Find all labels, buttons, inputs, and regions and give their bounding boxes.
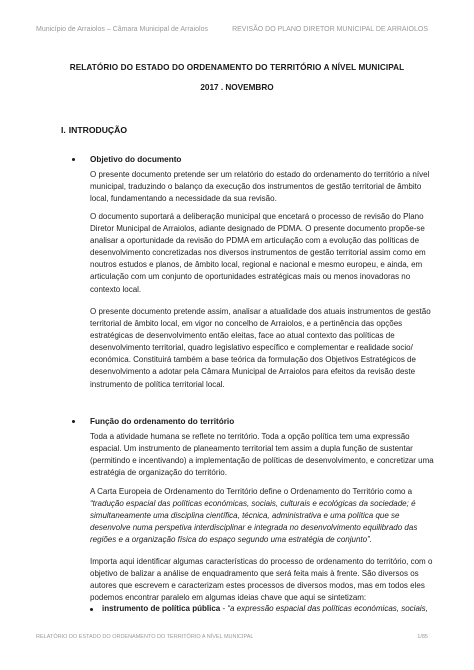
quote-text: “tradução espacial das políticas económicas, sociais, culturais e ecológicas da sociedade; é simultaneamente uma disciplina científica, técnica, administrativa e uma política que se desenvolve numa perspetiva interdisciplinar e integrada no desenvolvimento equilibrado das regiões e a organização física do espaço segundo uma estratégia de conjunto”. (90, 499, 418, 545)
page-footer (0, 634, 474, 644)
header-left-text: Município de Arraiolos – Câmara Municipal de Arraiolos (36, 26, 208, 33)
paragraph: O presente documento pretende assim, analisar a atualidade dos atuais instrumentos de gestão territorial de âmbito local, em vigor no concelho de Arraiolos, e a pertinência das opções estratégicas de desenvolvimento então eleitas, face ao atual contexto das políticas de desenvolvimento territorial, quadro legislativo específico e complementar e realidade socio/ económica. Constituirá também a base teórica da formulação dos Objetivos Estratégicos de desenvolvimento a adotar pela Câmara Municipal de Arraiolos para efeitos da revisão deste instrumento de política territorial local. (90, 307, 431, 389)
section-number: I. (61, 125, 66, 135)
list-item-definition: “a expressão espacial das políticas económicas, sociais, (227, 604, 428, 613)
section-title: INTRODUÇÃO (68, 125, 128, 135)
paragraph (90, 486, 440, 546)
list-item-separator: - (220, 604, 228, 613)
list-item (90, 603, 440, 615)
subsection-objetivo (72, 155, 432, 167)
bullet-icon (72, 158, 75, 161)
bullet-icon (90, 608, 93, 611)
section-heading (61, 125, 127, 135)
paragraph: Toda a atividade humana se reflete no território. Toda a opção política tem uma expressão espacial. Um instrumento de planeamento territorial tem assim a dupla função de sustentar (permitindo e incentivando) a implementação de políticas de desenvolvimento, e concretizar uma estratégia de organização do território. (90, 432, 434, 478)
list-item-term: instrumento de política pública (102, 604, 221, 613)
document-title: RELATÓRIO DO ESTADO DO ORDENAMENTO DO TERRITÓRIO A NÍVEL MUNICIPAL (69, 63, 405, 72)
quote-lead: A Carta Europeia de Ordenamento do Território define o Ordenamento do Território como a (90, 487, 413, 496)
subsection-funcao (72, 417, 432, 429)
paragraph: Importa aqui identificar algumas características do processo de ordenamento do território, com o objetivo de balizar a análise de enquadramento que será feita mais à frente. São diversos os autores que escrevem e caracterizam estes processos de diversos modos, mas em todos eles podemos encontrar paralelo em algumas ideias chave que aqui se sintetizam: (90, 557, 433, 603)
subsection-title: Função do ordenamento do território (90, 417, 235, 426)
paragraph: O presente documento pretende ser um relatório do estado do ordenamento do território a nível municipal, traduzindo o balanço da execução dos instrumentos de gestão territorial de âmbito local, fundamentando a necessidade da sua revisão. (90, 170, 430, 204)
bullet-icon (72, 420, 75, 423)
subsection-title: Objetivo do documento (90, 155, 182, 164)
header-right-text: REVISÃO DO PLANO DIRETOR MUNICIPAL DE ARRAIOLOS (232, 26, 428, 33)
paragraph: O documento suportará a deliberação municipal que encetará o processo de revisão do Plano Diretor Municipal de Arraiolos, adiante designado de PDMA. O presente documento propõe-se analisar a oportunidade da revisão do PDMA em articulação com a evolução das políticas de desenvolvimento concretizadas nos diversos instrumentos de gestão territorial assim como em noutros estudos e planos, de âmbito local, regional e nacional e mesmo europeu, e ainda, em articulação com um conjunto de oportunidades estratégicas mais ou menos inovadoras no contexto local. (90, 212, 426, 294)
page-header (0, 26, 474, 36)
key-ideas-list (90, 603, 440, 615)
page-number: 1/85 (417, 634, 428, 640)
document-date: 2017 . NOVEMBRO (200, 83, 274, 92)
footer-left-text: RELATÓRIO DO ESTADO DO ORDENAMENTO DO TERRITÓRIO A NÍVEL MUNICIPAL (36, 634, 254, 640)
